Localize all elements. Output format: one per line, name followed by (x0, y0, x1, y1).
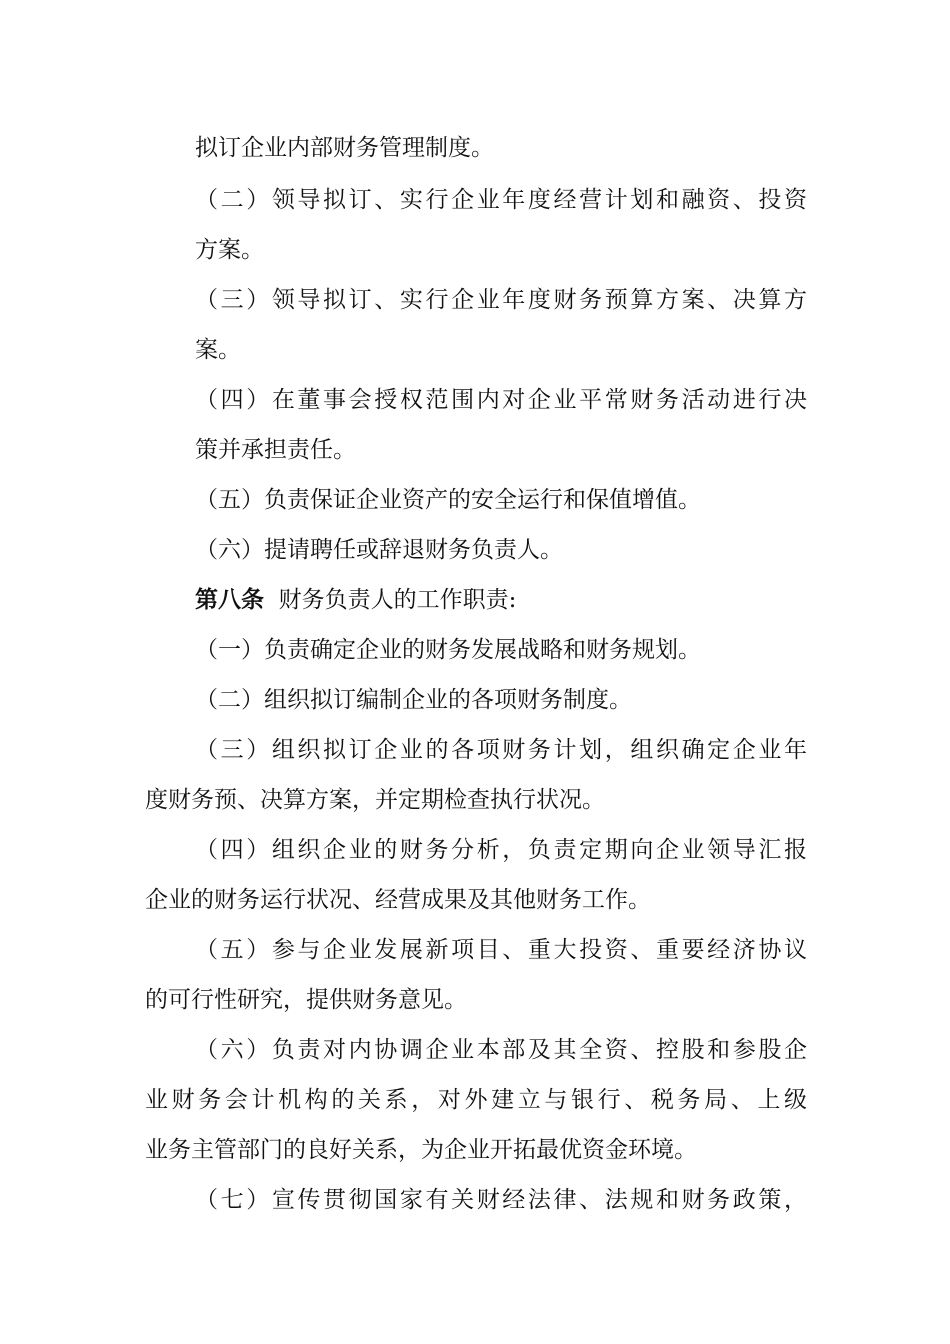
paragraph-line: 业务主管部门的良好关系，为企业开拓最优资金环境。 (145, 1137, 697, 1163)
paragraph-line: （一）负责确定企业的财务发展战略和财务规划。 (195, 637, 701, 663)
paragraph-line: 案。 (195, 337, 241, 363)
paragraph-line: 度财务预、决算方案，并定期检查执行状况。 (145, 787, 605, 813)
paragraph-line: 拟订企业内部财务管理制度。 (195, 135, 494, 161)
article-heading: 第八条 (195, 587, 264, 613)
paragraph-line: （五）参与企业发展新项目、重大投资、重要经济协议 (195, 937, 807, 963)
paragraph-line: （二）组织拟订编制企业的各项财务制度。 (195, 687, 632, 713)
paragraph-line: （七）宣传贯彻国家有关财经法律、法规和财务政策， (195, 1187, 807, 1213)
paragraph-line: 策并承担责任。 (195, 437, 356, 463)
paragraph-line: 的可行性研究，提供财务意见。 (145, 987, 467, 1013)
paragraph-line: （三）组织拟订企业的各项财务计划，组织确定企业年 (195, 737, 807, 763)
paragraph-line: （二）领导拟订、实行企业年度经营计划和融资、投资 (195, 187, 807, 213)
paragraph-line: （三）领导拟订、实行企业年度财务预算方案、决算方 (195, 287, 807, 313)
paragraph-line: 企业的财务运行状况、经营成果及其他财务工作。 (145, 887, 651, 913)
paragraph-line: 业财务会计机构的关系，对外建立与银行、税务局、上级 (145, 1087, 807, 1113)
paragraph-line: 方案。 (195, 237, 264, 263)
article-heading-text: 财务负责人的工作职责: (278, 587, 517, 613)
paragraph-line: （六）提请聘任或辞退财务负责人。 (195, 537, 563, 563)
paragraph-line: （六）负责对内协调企业本部及其全资、控股和参股企 (195, 1037, 807, 1063)
article-heading-line (195, 585, 516, 615)
paragraph-line: （四）在董事会授权范围内对企业平常财务活动进行决 (195, 387, 807, 413)
paragraph-line: （五）负责保证企业资产的安全运行和保值增值。 (195, 487, 701, 513)
paragraph-line: （四）组织企业的财务分析，负责定期向企业领导汇报 (195, 837, 807, 863)
